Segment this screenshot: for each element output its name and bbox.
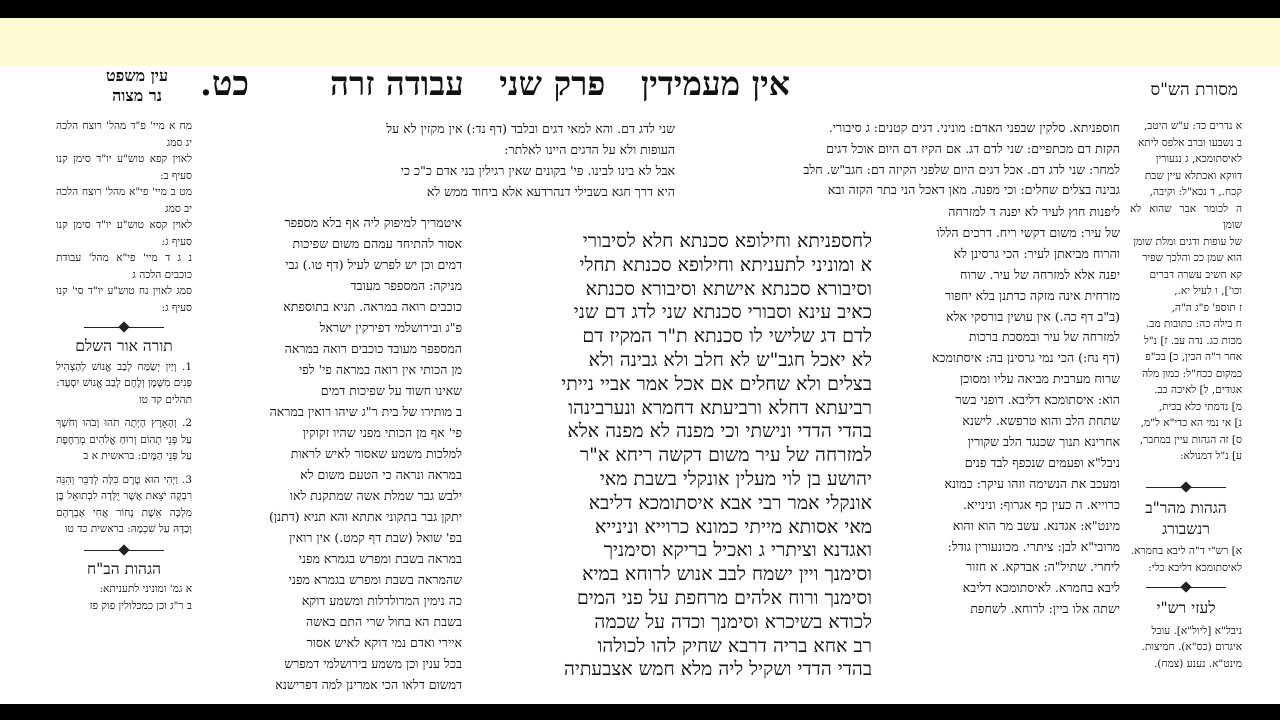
rashi-line: מזרחית אינה מזקה כדתנן בלא יחפור (945, 287, 1120, 303)
masoret-label: מסורת הש"ס (1150, 80, 1238, 100)
masoret-line: של עופות ודגים ומלת שומן (1133, 235, 1242, 248)
rashi-line: והרוח מביאתן לעיר: הכי גרסינן לא (953, 245, 1120, 261)
ornament-divider (1146, 482, 1226, 492)
rashi-line: (ב"ב דף כה.) אין עושין בורסקי אלא (946, 308, 1120, 324)
mishnah-line: שני לדג דם. והא למאי דגים ובלבד (דף נד:) אין מקזין לא על (386, 121, 675, 136)
tosafot-line: ב מותירו של בית ר"ג שיהו רואין במראה (269, 404, 462, 419)
masoret-line: מכות כג. נדה עב. ז] נ"ל (1143, 334, 1242, 347)
tosafot-line: דמים וכן יש לפרש לעיל (דף טו.) גבי (285, 257, 462, 272)
masoret-line: ס] זה הגהות עיין במחבר, (1139, 433, 1242, 446)
tosafot-line: בשבת הא בחול שרי התם באשה (306, 614, 462, 629)
gemara-line: לדם דג שלישי לו סכנתא ת"ר המקיז דם (582, 325, 872, 348)
gemara-line: אונקלי אמר רבי אבא איסתומכא דליבא (588, 491, 872, 514)
rashi-line: למחר: שני לדג דם. אכל דגים היום שלפני הקיזה דם: חגב"ש. חלב (803, 161, 1120, 177)
rashi-line: חוספניתא. סלקין שבפני האדם: מוניני. דגים קטנים: ג סיבורי. (828, 120, 1120, 135)
torah-or-title: תורה אור השלם (75, 337, 173, 355)
rashi-line: (דף נח:) הכי נמי גרסינן בה: איסתומכא (931, 350, 1120, 366)
rashi-column-narrow (876, 202, 1120, 704)
mishnah-line: אבל לא בינו לבינו. פי' בקונים שאין רגילין בני אדם כ"כ כי (400, 163, 675, 178)
laazei-rashi-item: מינט"א. נענע (צמח). (1153, 657, 1242, 670)
masoret-line: ע] נ"ל דמנולא: (1180, 450, 1242, 462)
tosafot-column (200, 212, 462, 704)
ornament-divider (84, 545, 164, 555)
ein-mishpat-item: נ ג ד מיי' פי"א מהל' עבודת כוכבים הלכה ג (56, 252, 192, 281)
rashi-line: מרובי"א לבן: ציתרי. מכונעורין גודל: (947, 538, 1120, 554)
rashi-line: מינט"א: אגדנא. עשב מר הוא והוא (952, 517, 1120, 533)
masoret-line: ב נשבעו וברב אלפס ליתא (1138, 136, 1242, 149)
tosafot-line: בפ' שואל (שבת דף קמט.) אין רואין (289, 530, 462, 545)
torah-or-verse: 3. וַיְהִי הוּא טֶרֶם כִּלָּה לְדַבֵּר וְהִנֵּה רִבְקָה יֹצֵאת אֲשֶׁר יֻלְּדָה לִבְתוּאֵל בֶּן מִלְכָּה אֵשֶׁת נָחוֹר אֲחִי אַבְרָהָם וְכַדָּהּ עַל שִׁכְמָהּ: בראשית כד טו (56, 473, 192, 535)
gemara-line: בצלים ולא שחלים אם אכל אמר אביי נייתי (561, 372, 872, 395)
rashi-line: גבינה בצלים שחלים: וכי מפנה. מאן דאכל הני בתר הקזה ובא (827, 182, 1120, 198)
hagahot-bach-item: ב ר"ג וכן כמכלולין פוק פז (89, 599, 192, 612)
gemara-line: מאי אסותא מייתי כמונא כרוייא ונינייא (594, 515, 872, 538)
tosafot-line: מניקה: המספפר מעובד (350, 278, 462, 293)
hagahot-maharab-title: הגהות מהר"ב רנשבורג (1145, 499, 1227, 538)
tosafot-line: מן הכותי אין רואה במראה פי' לפי (298, 362, 462, 377)
masoret-line: וכו'], ו לעיל יא., (1174, 285, 1242, 297)
top-black-bar (0, 0, 1280, 18)
ein-mishpat-item: לאוין קסא טוש"ע יו"ד סימן קנו סעיף ג: (56, 219, 192, 248)
gemara-line: לא יאכל חגב"ש לא חלב ולא גבינה ולא (588, 348, 872, 371)
rashi-line: ליבא בחמרא. לאיסתומכא דליבא (962, 580, 1120, 596)
tosafot-line: כוכבים רואה במראה. תניא בתוספתא (283, 299, 462, 314)
ner-mitzvah-label: נר מצוה (112, 86, 162, 105)
tosafot-line: שאינו חשוד על שפיכות דמים (320, 383, 462, 398)
rashi-line: יפנה אלא למזרחה של עיר. שרוח (959, 266, 1120, 282)
rashi-line: הוא: איסתומכא דליבא. דופני בשר (955, 392, 1120, 408)
gemara-line: למזרחה של עיר משום דקשה ריחא א"ר (579, 444, 872, 467)
mishnah-top (200, 118, 675, 210)
bottom-black-bar (0, 704, 1280, 720)
rashi-line: ומעכב את הנשימה וזהו עיקר: כמונא (944, 475, 1120, 491)
tosafot-line: במראה בשבת ומפרש בגמרא מפני (298, 551, 462, 566)
masoret-line: כמקום ככח"ל: כמון מלה (1142, 367, 1242, 380)
gemara-line: לכודא בשיכרא וסימנך וכדה על שכמה (594, 610, 872, 633)
rashi-line: ליפנות חוץ לעיר לא יפנה ד למזרחה (948, 204, 1120, 219)
tosafot-line: דמשום דלאו הכי אמרינן למה דפרישנא (275, 677, 462, 692)
masoret-line: הוא שמן ככ והלכך שפיר (1142, 252, 1242, 264)
hagahot-maharab-item: א] רש"י ד"ה ליבא בחמרא. לאיסתומכא דליבא כלי: (1130, 545, 1242, 574)
masoret-line: נ] אי נמי הא כדי"א ל"מ, (1140, 417, 1242, 429)
masoret-column (1130, 118, 1242, 528)
ein-mishpat-item: מט ב מיי' פי"א מהל' רוצח הלכה יב סמג (56, 186, 192, 215)
tosafot-line: המספפר מעובד כוכבים רואה במראה (284, 341, 462, 356)
gemara-line: ואגדנא וציתרי ג ואכיל בריקא וסימניך (603, 539, 872, 562)
tosafot-line: איטמריך למיפוק ליה אף בלא מספפר (284, 215, 462, 230)
rashi-line: ישתה אלו ביין: לרוחא. לשחפת (970, 601, 1120, 617)
tractate-chapter-2: פרק שני (499, 66, 606, 103)
daf-number: כט. (200, 66, 249, 104)
tosafot-line: בכל ענין וכן משמע בירושלמי דמפרש (284, 656, 462, 671)
tosafot-line: יתקן גבר בתקוני אתתא והא תניא (דתנן) (268, 509, 462, 524)
tosafot-line: פ"ג ובירושלמי דפירקין ישראל (319, 320, 462, 335)
page-header-title (200, 66, 920, 106)
rashi-line: שרוח מערבית מביאה עליו ומסוכן (959, 371, 1120, 387)
ein-mishpat-item: לאוין קפא טוש"ע יו"ד סימן קנו סעיף ב: (56, 153, 192, 182)
tosafot-line: שהמראה בשבת ומפרש בגמרא מפני (288, 572, 462, 587)
gemara-line: כאיב עינא וסבורי סכנתא שני לדג דם שני (573, 301, 872, 324)
masoret-line: קא חשיב עשרה דברים (1149, 268, 1242, 281)
laazei-rashi-title: לעזי רש"י (1156, 599, 1216, 617)
gemara-line: לחספניתא וחילופא סכנתא חלא לסיבורי (582, 230, 872, 252)
rashi-line: אחרינא תנוך שכנגד הלב שקורין (967, 433, 1120, 449)
gemara-text (468, 230, 872, 704)
laazei-rashi-item: ניבל"א [ליול"א]. עובל (1151, 624, 1242, 637)
rashi-line: שתחת הלב והוא טרפשא. לישנא (962, 413, 1120, 429)
masoret-line: ח בילה כה: כתובות מב. (1145, 318, 1242, 330)
tractate-chapter-1: אין מעמידין (640, 66, 790, 103)
masoret-line: א נדרים כד: ע"ש היטב, (1143, 120, 1242, 132)
tosafot-line: ילבש גבר שמלת אשה שמתקנת לאו (289, 488, 462, 503)
gemara-line: בהדי הדדי ונישתי וכי מפנה לא מפנה אלא (567, 420, 872, 443)
torah-or-verse: 2. וְהָאָרֶץ הָיְתָה תֹהוּ וָבֹהוּ וְחֹשֶׁךְ עַל פְּנֵי תְהוֹם וְרוּחַ אֱלֹהִים מְרַחֶפֶת עַל פְּנֵי הַמָּיִם: בראשית א ב (56, 417, 192, 462)
gemara-line: וסימנך ורוח אלהים מרחפת על פני המים (576, 586, 872, 609)
rashi-line: של עיר: משום דקשי ריח. דרכים הללו (936, 224, 1120, 240)
gemara-line: וסיבורא סכנתא אישתא וסיבורא סכנתא (585, 277, 872, 300)
mishnah-line: העופות ולא על הדגים היינו לאלתר: (504, 142, 675, 157)
hagahot-bach-title: הגהות הב"ח (87, 559, 161, 578)
tractate-name: עבודה זרה (330, 66, 464, 103)
ein-mishpat-item: סמג לאוין נח טוש"ע יו"ד סי' קנו סעיף ג: (56, 285, 192, 314)
left-margin-column (56, 118, 192, 704)
mishnah-line: היא דרך חגא בשבילי דנהרדעא אלא ביחוד ממש לא (426, 184, 675, 199)
tosafot-line: פי' אף מן הכותי מפני שהיו זקוקין (302, 425, 462, 440)
masoret-line: אגודים, ל] לאיכה כב. (1154, 384, 1242, 396)
tosafot-line: למלכות משמע שאסור לאיש לראות (290, 446, 462, 461)
masoret-line: דווקא ואכתלא עיין שבת (1144, 169, 1242, 182)
ornament-divider (1146, 582, 1226, 592)
gemara-line: רב אחא בריה דרבא שחיק להו לכולהו (597, 634, 872, 657)
tosafot-line: כה נימין המדולדלות ומשמע דוקא (301, 593, 462, 608)
masoret-line: ה לכומר אבר שהוא לא שומן (1130, 202, 1242, 231)
yellow-banner (0, 18, 1280, 66)
rashi-line: ניבל"א ופעמים שנכפף לבד פנים (964, 454, 1120, 470)
gemara-line: בהדי הדדי ושקיל ליה מלא חמש אצבעתיה (563, 658, 872, 681)
rashi-line: ליחרי. שתיל"ה: אבדקא. א חזור (966, 559, 1120, 575)
ornament-divider (84, 322, 164, 332)
ein-mishpat-label: עין משפט (105, 66, 169, 85)
hagahot-bach-item: א גמ' ומוניני לתעניתא: (99, 583, 192, 595)
gemara-line: רביעתא דחלא ורביעתא דחמרא ונערבינהו (568, 396, 872, 419)
masoret-line: לאיסתומכא, ג ננעורין (1155, 153, 1242, 165)
talmud-page (0, 66, 1280, 704)
tosafot-line: אסור להתיחד עמהם משום שפיכות (292, 236, 462, 251)
masoret-line: ז תוספ' פ"ג ה"ה, (1171, 301, 1242, 314)
rashi-line: למזרחה של עיר ובמסכת ברכות (968, 329, 1120, 345)
rashi-line: כרוייא. ה כעין כף אגרוף: ונינייא. (962, 496, 1120, 512)
gemara-line: א ומוניני לתעניתא וחילופא סכנתא תחלי (579, 253, 872, 276)
masoret-line: קכח., ד נכא"ל: וקיבה, (1149, 186, 1242, 198)
gemara-line: יהושע בן לוי מעלין אונקלי בשבת מאי (599, 467, 872, 490)
ein-mishpat-header (82, 66, 192, 106)
ein-mishpat-item: מח א מיי' פ"ד מהל' רוצח הלכה יג סמג (56, 120, 192, 149)
rashi-line: הקזת דם מכתפיים: שני לדם דג. אם הקיז דם היום אוכל דגים (826, 140, 1120, 156)
laazei-rashi-item: איגרום (כס"א). חמיצות. (1141, 641, 1242, 653)
tosafot-line: במראה ונראה כי הטעם משום לא (300, 467, 462, 482)
tosafot-line: איירי ואדם נמי דוקא לאיש אסור (306, 635, 462, 650)
gemara-line: וסימנך ויין ישמח לבב אנוש לרוחא במיא (582, 563, 872, 586)
masoret-line: מ] נדמתי כלא בכית, (1158, 400, 1242, 413)
torah-or-verse: 1. וְיַיִן יְשַׂמַּח לְבַב אֱנוֹשׁ לְהַצְהִיל פָּנִים מִשָּׁמֶן וְלֶחֶם לְבַב אֱנוֹשׁ יִסְעָד: תהלים קד טו (56, 360, 192, 406)
masoret-line: אחר ר"ה הכין, כ] בכ"פ (1145, 351, 1242, 363)
right-notes-column (1130, 476, 1242, 704)
